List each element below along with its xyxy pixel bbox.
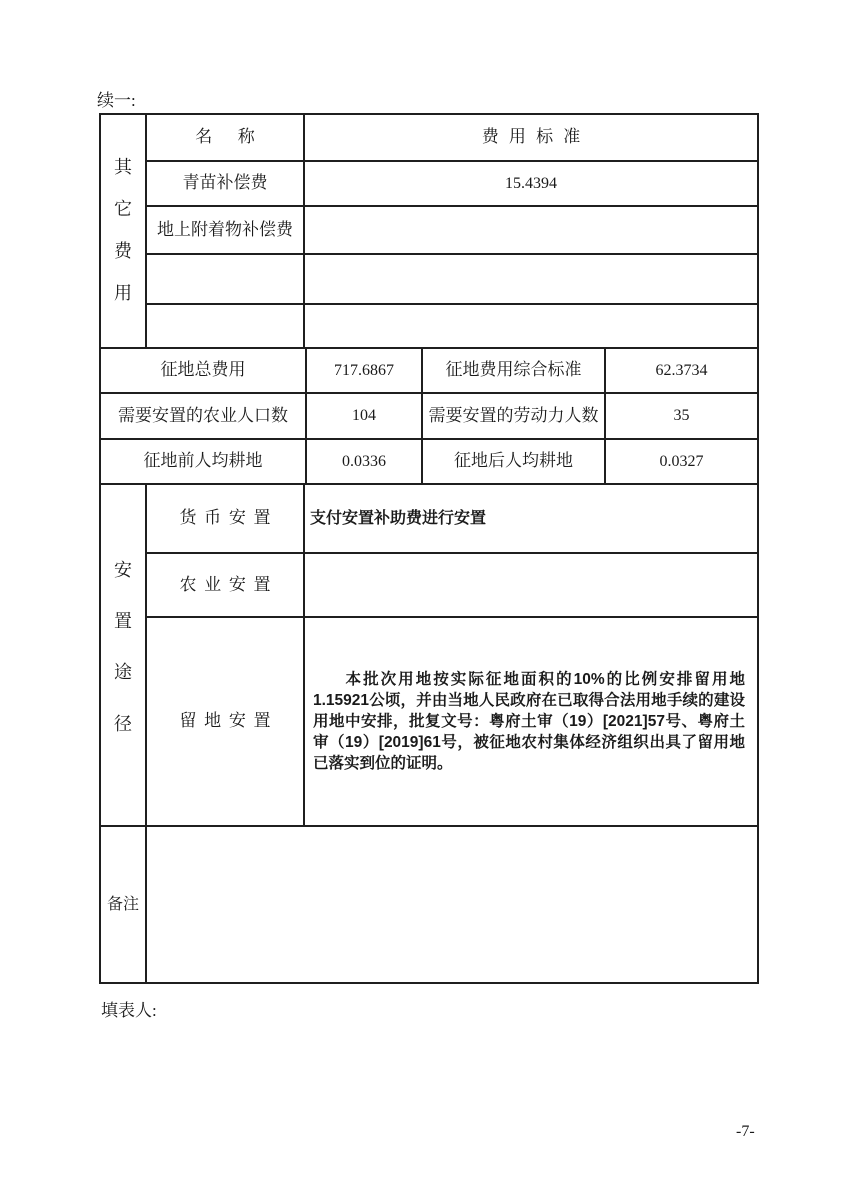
agri-population-label: 需要安置的农业人口数: [99, 392, 305, 438]
comprehensive-standard-value: 62.3734: [604, 347, 757, 392]
page-number: -7-: [736, 1123, 755, 1140]
fee-row-3-value: [303, 253, 757, 303]
per-capita-before-label: 征地前人均耕地: [99, 438, 305, 483]
agriculture-resettlement-label-text: 农业安置: [179, 574, 279, 594]
agriculture-resettlement-content: [303, 552, 757, 616]
fee-row-2-name: 地上附着物补偿费: [145, 205, 303, 253]
fee-row-3-name: [145, 253, 303, 303]
labor-count-value: 35: [604, 392, 757, 438]
monetary-resettlement-label-text: 货币安置: [179, 508, 279, 528]
fee-row-4-value: [303, 303, 757, 347]
fee-name-header-label: 名称: [195, 127, 281, 147]
per-capita-after-value: 0.0327: [604, 438, 757, 483]
agri-population-value: 104: [305, 392, 421, 438]
fee-name-column-header: [145, 113, 303, 160]
other-fees-char-3: 费: [114, 241, 132, 262]
land-retention-resettlement-content: [303, 616, 757, 825]
form-filler-label: 填表人:: [101, 1001, 157, 1020]
resettlement-char-4: 径: [114, 713, 132, 734]
per-capita-before-value: 0.0336: [305, 438, 421, 483]
remarks-label-cell: 备注: [99, 825, 145, 982]
resettlement-char-3: 途: [114, 662, 132, 683]
resettlement-char-2: 置: [114, 611, 132, 632]
fee-row-1-name: 青苗补偿费: [145, 160, 303, 205]
fee-standard-header-label: 费用标准: [481, 127, 591, 147]
fee-row-1-value: 15.4394: [303, 160, 757, 205]
other-fees-char-2: 它: [114, 199, 132, 220]
resettlement-char-1: 安: [114, 559, 132, 580]
resettlement-group-header: [99, 483, 145, 825]
fee-standard-column-header: [303, 113, 757, 160]
land-retention-paragraph: 本批次用地按实际征地面积的10%的比例安排留用地1.15921公顷，并由当地人民政府在已取得合法用地手续的建设用地中安排，批复文号：粤府土审（19）[2021]57号、粤府土审（19）[2019]61号，被征地农村集体经济组织出具了留用地已落实到位的证明。: [313, 671, 745, 772]
fee-row-4-name: [145, 303, 303, 347]
total-cost-label: 征地总费用: [99, 347, 305, 392]
land-retention-label-text: 留地安置: [179, 711, 279, 731]
monetary-resettlement-content: 支付安置补助费进行安置: [303, 483, 757, 552]
fee-row-2-value: [303, 205, 757, 253]
labor-count-label: 需要安置的劳动力人数: [421, 392, 604, 438]
remarks-content-cell: [145, 825, 757, 982]
other-fees-char-4: 用: [114, 283, 132, 304]
agriculture-resettlement-label: [145, 552, 303, 616]
land-acquisition-table: [99, 113, 759, 984]
total-cost-value: 717.6867: [305, 347, 421, 392]
comprehensive-standard-label: 征地费用综合标准: [421, 347, 604, 392]
monetary-resettlement-label: [145, 483, 303, 552]
per-capita-after-label: 征地后人均耕地: [421, 438, 604, 483]
land-retention-resettlement-label: [145, 616, 303, 825]
other-fees-char-1: 其: [114, 157, 132, 178]
continuation-label: 续一:: [97, 91, 136, 110]
other-fees-group-header: [99, 113, 145, 347]
